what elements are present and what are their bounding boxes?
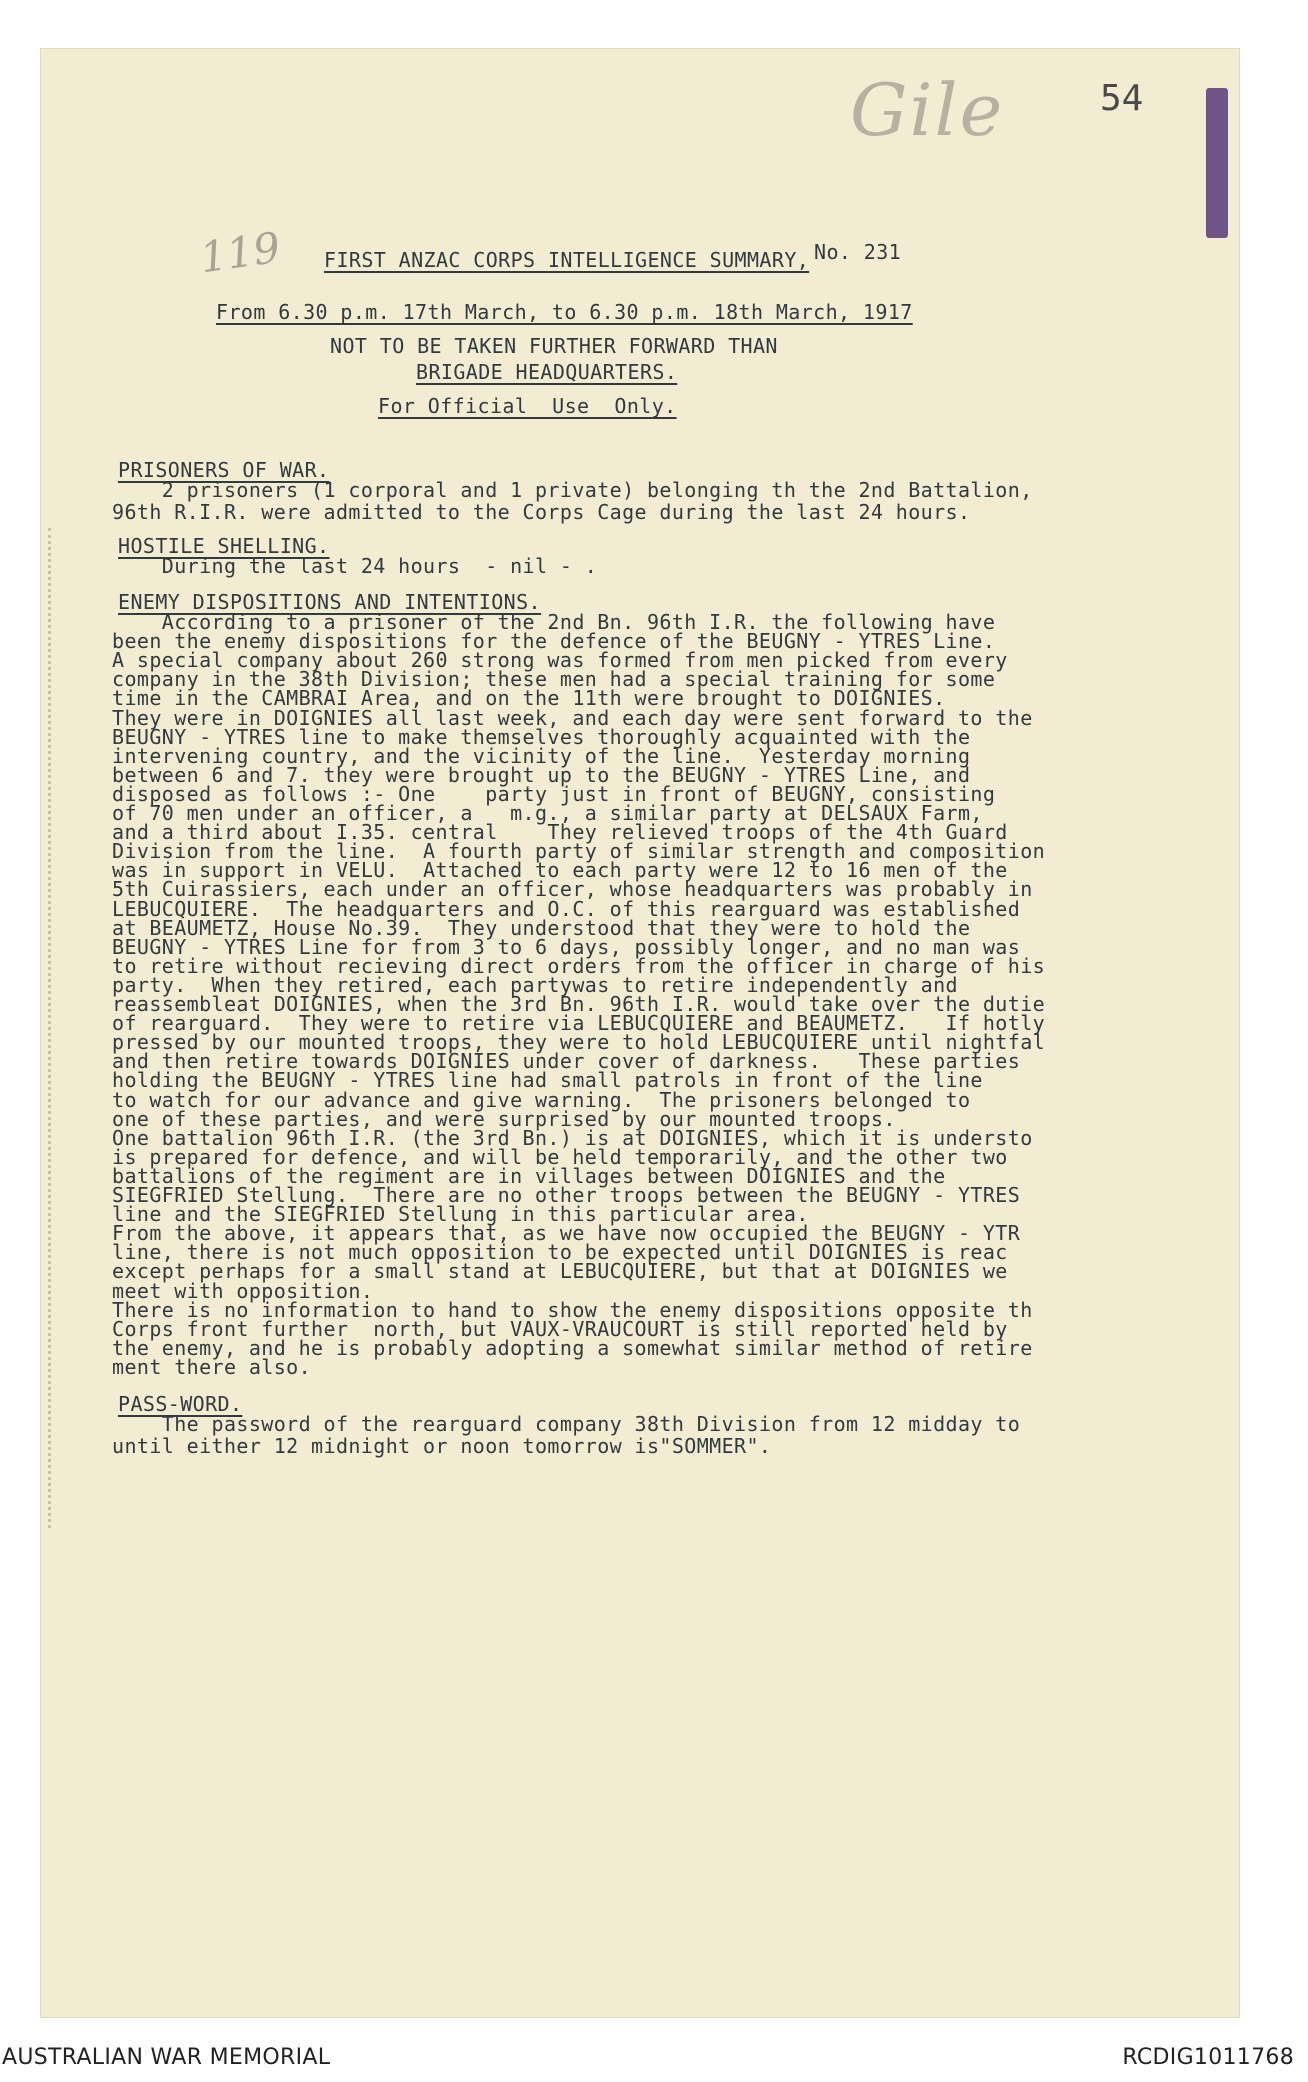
text-line: of rearguard. They were to retire via LEBUCQUIERE and BEAUMETZ. If hotly (112, 1011, 1046, 1036)
text-line: meet with opposition. (112, 1278, 374, 1303)
summary-period: From 6.30 p.m. 17th March, to 6.30 p.m. 18th March, 1917 (216, 300, 913, 324)
text-line: BEUGNY - YTRES line to make themselves thoroughly acquainted with the (112, 724, 971, 749)
text-line: holding the BEUGNY - YTRES line had small patrols in front of the line (112, 1068, 983, 1093)
section-heading-password: PASS-WORD. (118, 1392, 243, 1416)
text-line: between 6 and 7. they were brought up to the BEUGNY - YTRES Line, and (112, 762, 971, 787)
text-line: 96th R.I.R. were admitted to the Corps Cage during the last 24 hours. (112, 500, 971, 524)
text-line: was in support in VELU. Attached to each party were 12 to 16 men of the (112, 858, 1008, 883)
restriction-line-2: BRIGADE HEADQUARTERS. (416, 360, 678, 384)
text-line: 2 prisoners (1 corporal and 1 private) belonging th the 2nd Battalion, (112, 478, 1033, 502)
document-page (40, 48, 1240, 2018)
text-line: to watch for our advance and give warning. The prisoners belonged to (112, 1087, 971, 1112)
text-line: The password of the rearguard company 38th Division from 12 midday to (112, 1412, 1021, 1436)
text-line: except perhaps for a small stand at LEBUCQUIERE, but that at DOIGNIES we (112, 1259, 1008, 1284)
section-heading-dispositions: ENEMY DISPOSITIONS AND INTENTIONS. (118, 590, 541, 614)
text-line: and then retire towards DOIGNIES under cover of darkness. These parties (112, 1049, 1021, 1074)
footer-record-id: RCDIG1011768 (1122, 2045, 1294, 2070)
text-line: ment there also. (112, 1354, 312, 1379)
text-line: LEBUCQUIERE. The headquarters and O.C. of this rearguard was established (112, 896, 1021, 921)
text-line: to retire without recieving direct orders from the officer in charge of his (112, 953, 1046, 978)
footer-institution: AUSTRALIAN WAR MEMORIAL (2, 2045, 331, 2070)
text-line: line, there is not much opposition to be expected until DOIGNIES is reac (112, 1240, 1008, 1265)
text-line: and a third about I.35. central They relieved troops of the 4th Guard (112, 820, 1008, 845)
text-line: intervening country, and the vicinity of the line. Yesterday morning (112, 743, 971, 768)
text-line: until either 12 midnight or noon tomorrow is"SOMMER". (112, 1434, 772, 1458)
text-line: line and the SIEGFRIED Stellung in this particular area. (112, 1202, 809, 1227)
section-heading-prisoners: PRISONERS OF WAR. (118, 458, 330, 482)
text-line: There is no information to hand to show the enemy dispositions opposite th (112, 1297, 1033, 1322)
text-line: 5th Cuirassiers, each under an officer, whose headquarters was probably in (112, 877, 1033, 902)
text-line: party. When they retired, each partywas to retire independently and (112, 972, 958, 997)
text-line: of 70 men under an officer, a m.g., a similar party at DELSAUX Farm, (112, 801, 983, 825)
ink-stamp-mark (1206, 88, 1228, 238)
official-use-notice: For Official Use Only. (378, 394, 677, 418)
text-line: is prepared for defence, and will be held temporarily, and the other two (112, 1144, 1008, 1169)
binding-perforations (48, 528, 59, 1528)
section-heading-shelling: HOSTILE SHELLING. (118, 534, 330, 558)
restriction-line-1: NOT TO BE TAKEN FURTHER FORWARD THAN (330, 334, 778, 358)
handwritten-annotation: Gile (850, 68, 1005, 152)
text-line: one of these parties, and were surprised by our mounted troops. (112, 1106, 896, 1131)
text-line: Corps front further north, but VAUX-VRAUCOURT is still reported held by (112, 1316, 1008, 1341)
text-line: battalions of the regiment are in villages between DOIGNIES and the (112, 1163, 946, 1188)
document-title: FIRST ANZAC CORPS INTELLIGENCE SUMMARY, (324, 248, 810, 272)
summary-number: No. 231 (814, 240, 902, 264)
text-line: pressed by our mounted troops, they were to hold LEBUCQUIERE until nightfal (112, 1030, 1046, 1055)
text-line: One battalion 96th I.R. (the 3rd Bn.) is at DOIGNIES, which it is understo (112, 1125, 1033, 1150)
text-line: They were in DOIGNIES all last week, and each day were sent forward to the (112, 705, 1033, 730)
text-line: been the enemy dispositions for the defence of the BEUGNY - YTRES Line. (112, 629, 996, 654)
text-line: reassembleat DOIGNIES, when the 3rd Bn. 96th I.R. would take over the dutie (112, 992, 1046, 1016)
crossed-folio-number: 119 (196, 222, 284, 283)
text-line: disposed as follows :- One party just in front of BEUGNY, consisting (112, 781, 996, 806)
folio-number: 54 (1100, 78, 1144, 119)
text-line: at BEAUMETZ, House No.39. They understood that they were to hold the (112, 915, 971, 940)
text-line: During the last 24 hours - nil - . (112, 554, 598, 578)
text-line: A special company about 260 strong was formed from men picked from every (112, 648, 1008, 673)
text-line: From the above, it appears that, as we have now occupied the BEUGNY - YTR (112, 1221, 1021, 1246)
text-line: time in the CAMBRAI Area, and on the 11th were brought to DOIGNIES. (112, 686, 946, 711)
text-line: According to a prisoner of the 2nd Bn. 96th I.R. the following have (112, 610, 996, 634)
text-line: company in the 38th Division; these men had a special training for some (112, 667, 996, 692)
text-line: BEUGNY - YTRES Line for from 3 to 6 days, possibly longer, and no man was (112, 934, 1021, 959)
text-line: the enemy, and he is probably adopting a somewhat similar method of retire (112, 1335, 1033, 1360)
text-line: SIEGFRIED Stellung. There are no other troops between the BEUGNY - YTRES (112, 1183, 1021, 1207)
text-line: Division from the line. A fourth party of similar strength and composition (112, 839, 1046, 864)
